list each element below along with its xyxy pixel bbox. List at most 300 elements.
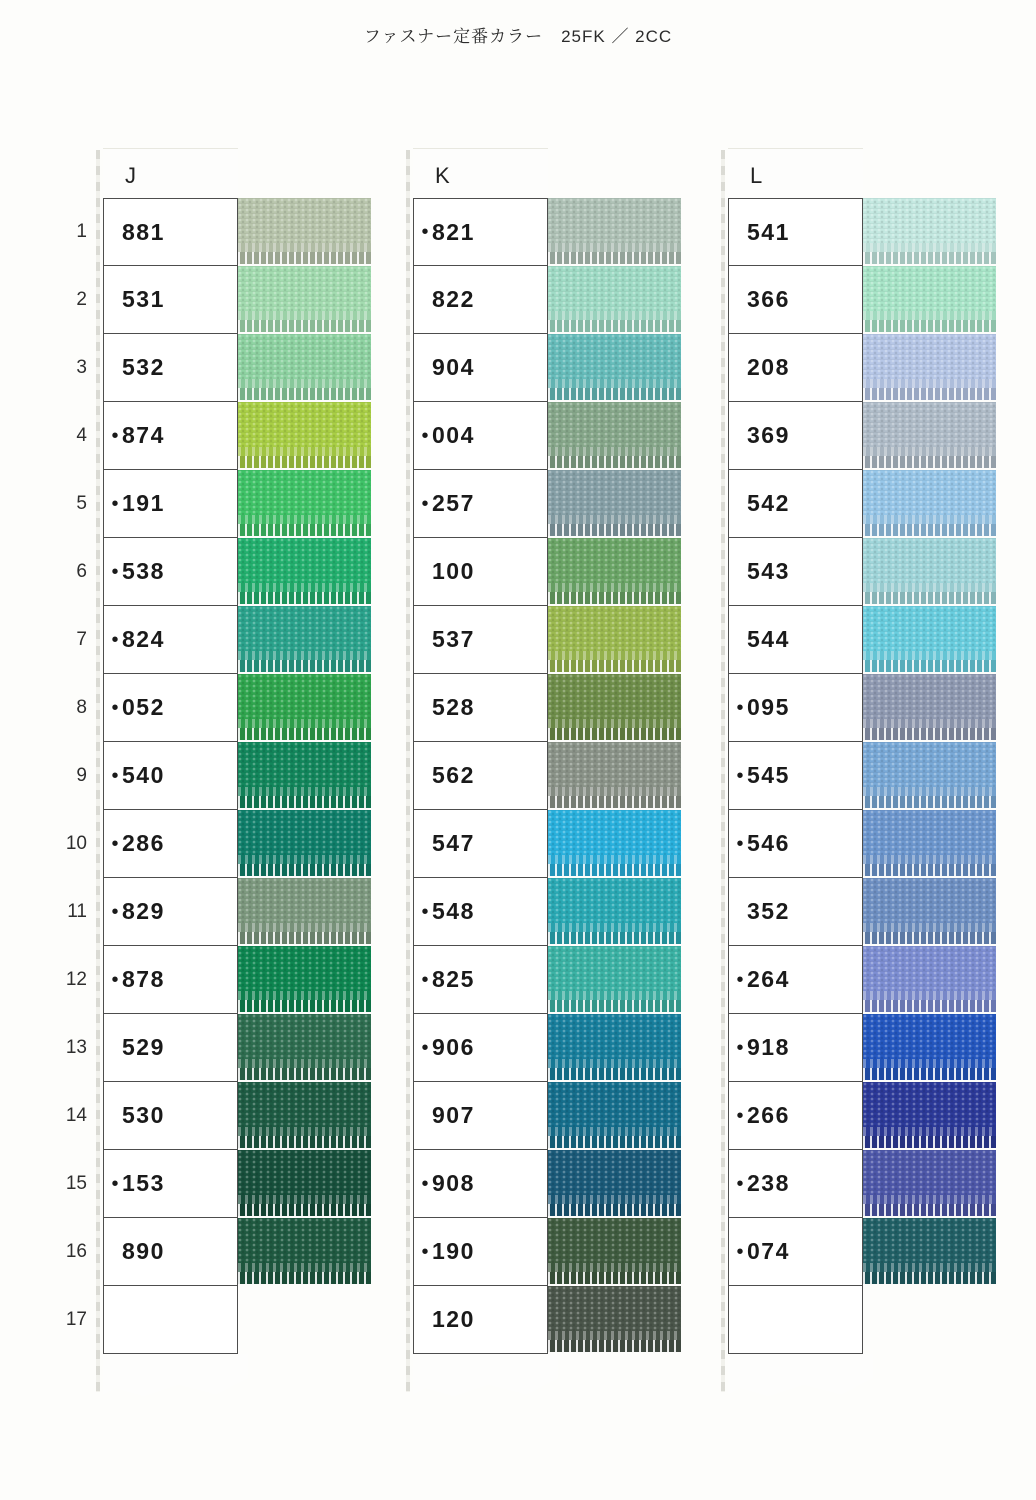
swatch-row xyxy=(728,674,998,742)
stitch-line xyxy=(863,515,996,524)
fabric-swatch xyxy=(238,470,371,538)
tape-texture xyxy=(863,742,996,787)
fabric-swatch xyxy=(548,1082,681,1150)
stitch-line xyxy=(863,379,996,388)
swatch-row xyxy=(103,1150,373,1218)
swatch-row xyxy=(413,1150,683,1218)
code-cell xyxy=(413,946,548,1014)
dot-marker: • xyxy=(736,1036,744,1059)
color-code: 890 xyxy=(122,1238,165,1264)
fabric-swatch xyxy=(548,742,681,810)
fabric-swatch xyxy=(863,1014,996,1082)
color-code: 829 xyxy=(122,898,165,924)
color-code: 542 xyxy=(747,490,790,516)
color-code: 004 xyxy=(432,422,475,448)
swatch-row xyxy=(103,538,373,606)
zipper-teeth-icon xyxy=(548,1272,681,1284)
stitch-line xyxy=(238,447,371,456)
torn-paper-edge xyxy=(721,150,725,1392)
color-code: 530 xyxy=(122,1102,165,1128)
swatch-row xyxy=(728,1286,998,1354)
stitch-line xyxy=(548,1059,681,1068)
zipper-teeth-icon xyxy=(863,728,996,740)
tape-texture xyxy=(863,1150,996,1195)
zipper-teeth-icon xyxy=(238,728,371,740)
fabric-swatch xyxy=(863,1150,996,1218)
code-cell xyxy=(413,810,548,878)
code-cell xyxy=(103,1082,238,1150)
color-code: 528 xyxy=(432,694,475,720)
swatch-column xyxy=(103,148,373,1398)
swatch-row xyxy=(103,402,373,470)
code-cell xyxy=(728,1218,863,1286)
tape-texture xyxy=(548,606,681,651)
tape-texture xyxy=(863,810,996,855)
stitch-line xyxy=(238,515,371,524)
tape-texture xyxy=(863,266,996,311)
dot-marker: • xyxy=(421,492,429,515)
code-cell xyxy=(728,402,863,470)
color-code: 153 xyxy=(122,1170,165,1196)
zipper-teeth-icon xyxy=(863,1204,996,1216)
stitch-line xyxy=(238,311,371,320)
dot-marker: • xyxy=(736,1240,744,1263)
fabric-swatch xyxy=(863,674,996,742)
fabric-swatch xyxy=(548,1218,681,1286)
zipper-teeth-icon xyxy=(238,932,371,944)
color-code: 546 xyxy=(747,830,790,856)
swatch-row xyxy=(413,402,683,470)
tape-texture xyxy=(548,1150,681,1195)
swatch-row xyxy=(413,946,683,1014)
stitch-line xyxy=(548,787,681,796)
code-cell xyxy=(728,470,863,538)
color-code: 208 xyxy=(747,354,790,380)
color-code: 874 xyxy=(122,422,165,448)
fabric-swatch xyxy=(238,266,371,334)
fabric-swatch xyxy=(548,674,681,742)
swatch-row xyxy=(728,266,998,334)
tape-texture xyxy=(238,606,371,651)
code-cell xyxy=(728,878,863,946)
tape-texture xyxy=(548,674,681,719)
zipper-teeth-icon xyxy=(238,1204,371,1216)
fabric-swatch xyxy=(548,538,681,606)
zipper-teeth-icon xyxy=(863,456,996,468)
stitch-line xyxy=(548,583,681,592)
color-code: 191 xyxy=(122,490,165,516)
dot-marker: • xyxy=(736,764,744,787)
stitch-line xyxy=(863,1059,996,1068)
stitch-line xyxy=(548,447,681,456)
swatch-row xyxy=(103,470,373,538)
dot-marker: • xyxy=(111,560,119,583)
code-cell xyxy=(728,1082,863,1150)
fabric-swatch xyxy=(238,674,371,742)
tape-texture xyxy=(548,1286,681,1331)
stitch-line xyxy=(548,651,681,660)
color-code: 547 xyxy=(432,830,475,856)
stitch-line xyxy=(863,719,996,728)
tape-texture xyxy=(548,334,681,379)
stitch-line xyxy=(548,243,681,252)
color-code: 532 xyxy=(122,354,165,380)
row-number: 3 xyxy=(76,357,87,378)
zipper-teeth-icon xyxy=(548,320,681,332)
zipper-teeth-icon xyxy=(238,1068,371,1080)
swatch-row xyxy=(413,878,683,946)
fabric-swatch xyxy=(238,198,371,266)
row-number: 11 xyxy=(67,901,87,922)
tape-texture xyxy=(238,674,371,719)
stitch-line xyxy=(863,583,996,592)
color-code: 908 xyxy=(432,1170,475,1196)
dot-marker: • xyxy=(736,1172,744,1195)
column-rows xyxy=(413,198,683,1354)
fabric-swatch xyxy=(238,742,371,810)
code-cell xyxy=(728,198,863,266)
row-number: 16 xyxy=(65,1241,87,1262)
tape-texture xyxy=(548,198,681,243)
tape-texture xyxy=(548,266,681,311)
code-cell xyxy=(103,470,238,538)
tape-texture xyxy=(548,470,681,515)
color-code: 541 xyxy=(747,218,790,245)
zipper-teeth-icon xyxy=(548,1000,681,1012)
code-cell xyxy=(728,266,863,334)
zipper-teeth-icon xyxy=(238,320,371,332)
swatch-row xyxy=(103,606,373,674)
swatch-row xyxy=(413,470,683,538)
row-number: 10 xyxy=(65,833,87,854)
dot-marker: • xyxy=(421,1172,429,1195)
color-code: 907 xyxy=(432,1102,475,1128)
color-code: 352 xyxy=(747,898,790,924)
tape-texture xyxy=(548,878,681,923)
tape-texture xyxy=(238,1218,371,1263)
fabric-swatch xyxy=(238,402,371,470)
code-cell xyxy=(728,606,863,674)
code-cell xyxy=(728,334,863,402)
swatch-row xyxy=(413,674,683,742)
stitch-line xyxy=(548,855,681,864)
fabric-swatch xyxy=(548,470,681,538)
swatch-row xyxy=(728,742,998,810)
tape-texture xyxy=(238,742,371,787)
swatch-row xyxy=(728,946,998,1014)
swatch-row xyxy=(728,1014,998,1082)
row-number: 1 xyxy=(76,221,87,242)
color-code: 825 xyxy=(432,966,475,992)
stitch-line xyxy=(548,1331,681,1340)
zipper-teeth-icon xyxy=(863,1136,996,1148)
color-code: 264 xyxy=(747,966,790,992)
zipper-teeth-icon xyxy=(863,932,996,944)
stitch-line xyxy=(863,1195,996,1204)
zipper-teeth-icon xyxy=(238,592,371,604)
fabric-swatch xyxy=(863,470,996,538)
stitch-line xyxy=(238,1127,371,1136)
swatch-row xyxy=(103,334,373,402)
zipper-teeth-icon xyxy=(238,524,371,536)
fabric-swatch xyxy=(863,946,996,1014)
tape-texture xyxy=(863,674,996,719)
fabric-swatch xyxy=(548,878,681,946)
code-cell xyxy=(103,538,238,606)
zipper-teeth-icon xyxy=(548,864,681,876)
dot-marker: • xyxy=(111,424,119,447)
dot-marker: • xyxy=(111,832,119,855)
zipper-teeth-icon xyxy=(548,388,681,400)
swatch-row xyxy=(413,810,683,878)
card-footer xyxy=(413,1354,558,1398)
code-cell xyxy=(413,266,548,334)
swatch-row xyxy=(728,198,998,266)
zipper-teeth-icon xyxy=(863,660,996,672)
swatch-row xyxy=(728,402,998,470)
row-number: 17 xyxy=(65,1309,87,1330)
fabric-swatch xyxy=(238,1082,371,1150)
page-title: ファスナー定番カラー 25FK ／ 2CC xyxy=(363,27,673,46)
code-cell xyxy=(103,810,238,878)
color-code: 824 xyxy=(122,626,165,652)
dot-marker: • xyxy=(421,1036,429,1059)
card-header xyxy=(728,148,863,198)
column-rows xyxy=(728,198,998,1354)
fabric-swatch xyxy=(238,946,371,1014)
color-code: 052 xyxy=(122,694,165,720)
fabric-swatch xyxy=(238,334,371,402)
code-cell xyxy=(103,1286,238,1354)
color-code: 100 xyxy=(432,558,475,584)
fabric-swatch xyxy=(548,1014,681,1082)
tape-texture xyxy=(548,402,681,447)
color-code: 881 xyxy=(122,218,165,245)
color-code: 904 xyxy=(432,354,475,380)
color-code: 906 xyxy=(432,1034,475,1060)
stitch-line xyxy=(863,1263,996,1272)
dot-marker: • xyxy=(421,1240,429,1263)
color-code: 544 xyxy=(747,626,790,652)
stitch-line xyxy=(238,1195,371,1204)
fabric-swatch xyxy=(863,810,996,878)
swatch-row xyxy=(413,1286,683,1354)
card-header xyxy=(103,148,238,198)
dot-marker: • xyxy=(111,492,119,515)
stitch-line xyxy=(548,311,681,320)
dot-marker: • xyxy=(111,1172,119,1195)
code-cell xyxy=(413,742,548,810)
color-code: 562 xyxy=(432,762,475,788)
zipper-teeth-icon xyxy=(238,796,371,808)
stitch-line xyxy=(863,855,996,864)
zipper-teeth-icon xyxy=(238,388,371,400)
fabric-swatch xyxy=(238,810,371,878)
zipper-teeth-icon xyxy=(548,1340,681,1352)
code-cell xyxy=(413,1150,548,1218)
column-rows xyxy=(103,198,373,1354)
column-letter: L xyxy=(750,163,763,188)
row-number: 13 xyxy=(65,1037,87,1058)
zipper-teeth-icon xyxy=(238,1000,371,1012)
tape-texture xyxy=(863,1082,996,1127)
dot-marker: • xyxy=(111,900,119,923)
row-number: 6 xyxy=(76,561,87,582)
color-code: 543 xyxy=(747,558,790,584)
tape-texture xyxy=(548,742,681,787)
tape-texture xyxy=(548,1218,681,1263)
zipper-teeth-icon xyxy=(238,660,371,672)
row-number: 12 xyxy=(65,969,87,990)
tape-texture xyxy=(863,470,996,515)
zipper-teeth-icon xyxy=(238,252,371,264)
swatch-row xyxy=(103,1082,373,1150)
code-cell xyxy=(103,1150,238,1218)
stitch-line xyxy=(238,243,371,252)
dot-marker: • xyxy=(736,696,744,719)
zipper-teeth-icon xyxy=(548,252,681,264)
code-cell xyxy=(728,1150,863,1218)
swatch-row xyxy=(413,1082,683,1150)
stitch-line xyxy=(238,1263,371,1272)
row-number: 7 xyxy=(76,629,87,650)
code-cell xyxy=(103,334,238,402)
fabric-swatch xyxy=(548,1150,681,1218)
card-footer xyxy=(728,1354,873,1398)
color-code: 878 xyxy=(122,966,165,992)
color-code: 529 xyxy=(122,1034,165,1060)
tape-texture xyxy=(863,538,996,583)
column-letter: K xyxy=(435,163,450,188)
zipper-teeth-icon xyxy=(548,660,681,672)
fabric-swatch xyxy=(548,606,681,674)
swatch-row xyxy=(728,1082,998,1150)
swatch-row xyxy=(103,810,373,878)
dot-marker: • xyxy=(736,1104,744,1127)
code-cell xyxy=(413,470,548,538)
code-cell xyxy=(413,538,548,606)
tape-texture xyxy=(238,402,371,447)
zipper-teeth-icon xyxy=(238,1136,371,1148)
fabric-swatch xyxy=(863,334,996,402)
color-code: 266 xyxy=(747,1102,790,1128)
fabric-swatch xyxy=(238,538,371,606)
fabric-swatch xyxy=(548,266,681,334)
row-number: 8 xyxy=(76,697,87,718)
color-code: 537 xyxy=(432,626,475,652)
stitch-line xyxy=(238,991,371,1000)
swatch-row xyxy=(103,1014,373,1082)
column-letter: J xyxy=(125,163,136,188)
color-code: 286 xyxy=(122,830,165,856)
fabric-swatch xyxy=(548,810,681,878)
stitch-line xyxy=(238,1059,371,1068)
zipper-teeth-icon xyxy=(863,388,996,400)
zipper-teeth-icon xyxy=(548,932,681,944)
stitch-line xyxy=(238,583,371,592)
swatch-row xyxy=(413,266,683,334)
color-code: 095 xyxy=(747,694,790,720)
stitch-line xyxy=(548,1195,681,1204)
fabric-swatch xyxy=(863,1218,996,1286)
color-code: 369 xyxy=(747,422,790,448)
swatch-row xyxy=(728,810,998,878)
code-cell xyxy=(728,1286,863,1354)
tape-texture xyxy=(238,198,371,243)
code-cell xyxy=(103,742,238,810)
swatch-row xyxy=(103,946,373,1014)
fabric-swatch xyxy=(548,198,681,266)
dot-marker: • xyxy=(421,221,429,243)
fabric-swatch xyxy=(863,402,996,470)
fabric-swatch xyxy=(548,946,681,1014)
stitch-line xyxy=(863,923,996,932)
fabric-swatch xyxy=(548,402,681,470)
zipper-teeth-icon xyxy=(548,1068,681,1080)
tape-texture xyxy=(863,334,996,379)
code-cell xyxy=(413,198,548,266)
stitch-line xyxy=(863,447,996,456)
color-code: 366 xyxy=(747,286,790,312)
dot-marker: • xyxy=(111,696,119,719)
zipper-teeth-icon xyxy=(548,1136,681,1148)
stitch-line xyxy=(863,651,996,660)
code-cell xyxy=(103,198,238,266)
code-cell xyxy=(728,1014,863,1082)
fabric-swatch xyxy=(238,878,371,946)
swatch-row xyxy=(103,266,373,334)
fabric-swatch xyxy=(863,878,996,946)
color-code: 531 xyxy=(122,286,165,312)
code-cell xyxy=(728,742,863,810)
swatch-row xyxy=(413,198,683,266)
row-number: 9 xyxy=(76,765,87,786)
tape-texture xyxy=(238,946,371,991)
swatch-column xyxy=(728,148,998,1398)
fabric-swatch xyxy=(548,334,681,402)
code-cell xyxy=(728,538,863,606)
stitch-line xyxy=(548,923,681,932)
zipper-teeth-icon xyxy=(863,864,996,876)
stitch-line xyxy=(548,991,681,1000)
code-cell xyxy=(413,402,548,470)
stitch-line xyxy=(238,923,371,932)
zipper-teeth-icon xyxy=(548,728,681,740)
tape-texture xyxy=(238,810,371,855)
fabric-swatch xyxy=(238,606,371,674)
stitch-line xyxy=(863,787,996,796)
swatch-row xyxy=(728,606,998,674)
zipper-teeth-icon xyxy=(548,592,681,604)
code-cell xyxy=(413,334,548,402)
card-header xyxy=(413,148,548,198)
tape-texture xyxy=(238,878,371,923)
swatch-row xyxy=(728,470,998,538)
code-cell xyxy=(103,402,238,470)
tape-texture xyxy=(548,538,681,583)
dot-marker: • xyxy=(421,424,429,447)
tape-texture xyxy=(238,470,371,515)
swatch-row xyxy=(728,334,998,402)
code-cell xyxy=(728,810,863,878)
stitch-line xyxy=(863,311,996,320)
code-cell xyxy=(728,946,863,1014)
row-number: 15 xyxy=(65,1173,87,1194)
zipper-teeth-icon xyxy=(238,1272,371,1284)
code-cell xyxy=(103,1218,238,1286)
tape-texture xyxy=(238,1150,371,1195)
stitch-line xyxy=(548,379,681,388)
